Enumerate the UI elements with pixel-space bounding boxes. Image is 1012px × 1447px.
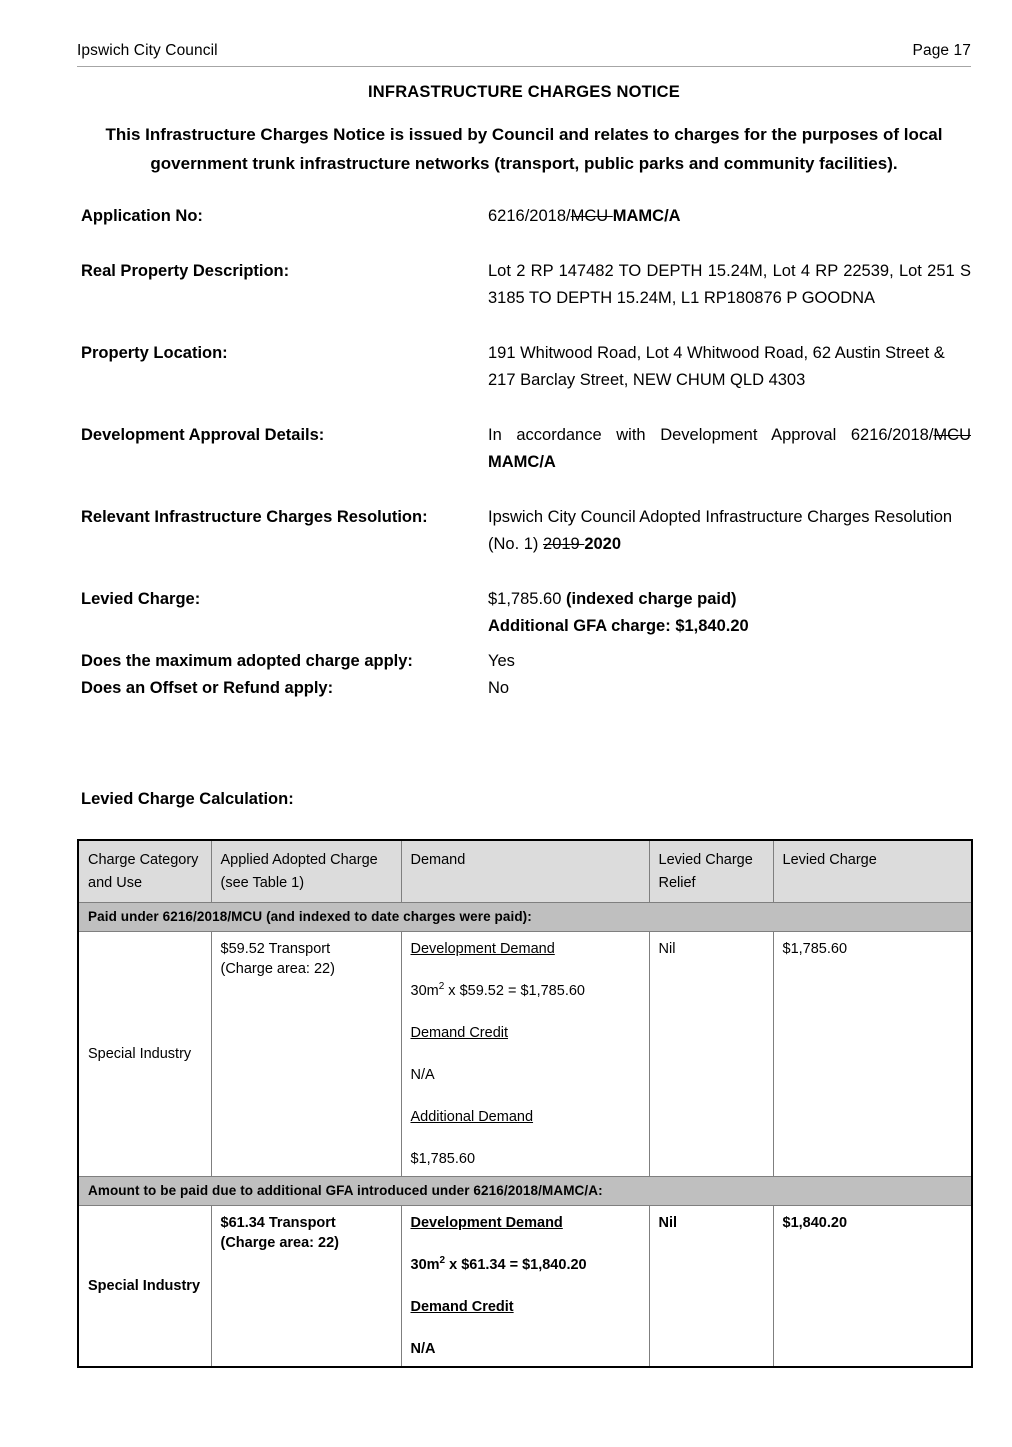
approval-prefix: In accordance with Development Approval 6216/2018/ <box>488 426 934 444</box>
field-label: Levied Charge: <box>81 590 201 608</box>
square-metre-superscript: 2 <box>438 981 445 993</box>
field-application-no <box>81 203 971 230</box>
table-row <box>78 932 972 1177</box>
approval-struck: MCU <box>933 426 971 444</box>
demand-calc-prefix: 30m <box>410 983 439 999</box>
demand-heading-development-demand: Development Demand <box>410 1215 563 1231</box>
table-banner-row-paid-under-mcu <box>78 903 972 932</box>
demand-calc-suffix: x $59.52 = $1,785.60 <box>444 983 585 999</box>
column-header-applied-adopted-charge: Applied Adopted Charge (see Table 1) <box>211 840 401 903</box>
resolution-struck: 2019 <box>543 535 585 553</box>
levied-charge-line <box>488 586 971 613</box>
field-value <box>488 504 971 558</box>
table-header-row <box>78 840 972 903</box>
field-real-property-description <box>81 258 971 312</box>
column-header-demand: Demand <box>401 840 649 903</box>
levied-charge-calculation-heading: Levied Charge Calculation: <box>81 790 294 808</box>
field-label: Does an Offset or Refund apply: <box>81 679 334 697</box>
application-no-bold: MAMC/A <box>612 207 681 225</box>
page-title: INFRASTRUCTURE CHARGES NOTICE <box>368 83 680 101</box>
demand-calculation <box>411 1255 640 1275</box>
levied-charge-amount: $1,785.60 <box>488 590 566 608</box>
application-no-prefix: 6216/2018/ <box>488 207 571 225</box>
details-fields <box>81 203 971 702</box>
page-number: Page 17 <box>912 42 971 59</box>
square-metre-superscript: 2 <box>439 1255 446 1267</box>
demand-credit-value: N/A <box>410 1341 436 1357</box>
levied-charge-note: (indexed charge paid) <box>566 590 737 608</box>
approval-bold: MAMC/A <box>488 453 556 471</box>
cell-levied-charge-relief: Nil <box>649 1206 773 1368</box>
field-property-location <box>81 340 971 394</box>
demand-calculation <box>411 981 640 1001</box>
column-header-charge-category: Charge Category and Use <box>78 840 211 903</box>
field-value: No <box>488 679 510 697</box>
field-label: Real Property Description: <box>81 262 290 280</box>
applied-charge-amount: $61.34 Transport <box>220 1215 336 1231</box>
field-value: Lot 2 RP 147482 TO DEPTH 15.24M, Lot 4 RP 22539, Lot 251 S 3185 TO DEPTH 15.24M, L1 RP180876 P GOODNA <box>488 262 971 307</box>
field-label: Development Approval Details: <box>81 426 325 444</box>
field-label: Property Location: <box>81 344 228 362</box>
resolution-prefix: Ipswich City Council Adopted Infrastructure Charges Resolution (No. 1) <box>488 508 953 553</box>
cell-demand <box>401 932 649 1177</box>
applied-charge-area: (Charge area: 22) <box>220 1235 339 1251</box>
field-value: 191 Whitwood Road, Lot 4 Whitwood Road, 62 Austin Street & 217 Barclay Street, NEW CHUM QLD 4303 <box>488 344 945 389</box>
field-label: Application No: <box>81 207 203 225</box>
demand-heading-additional-demand: Additional Demand <box>410 1109 534 1125</box>
cell-applied-adopted-charge <box>211 932 401 1177</box>
cell-levied-charge: $1,840.20 <box>773 1206 972 1368</box>
demand-credit-value: N/A <box>410 1067 435 1083</box>
council-name: Ipswich City Council <box>77 42 218 59</box>
demand-heading-demand-credit: Demand Credit <box>410 1299 514 1315</box>
cell-applied-adopted-charge <box>211 1206 401 1368</box>
application-no-struck: MCU <box>570 207 613 225</box>
resolution-bold: 2020 <box>584 535 622 553</box>
field-label: Does the maximum adopted charge apply: <box>81 652 413 670</box>
additional-demand-value: $1,785.60 <box>410 1151 476 1167</box>
cell-demand <box>401 1206 649 1368</box>
field-value <box>488 203 971 230</box>
cell-charge-category: Special Industry <box>78 932 211 1177</box>
table-row <box>78 1206 972 1368</box>
demand-calc-suffix: x $61.34 = $1,840.20 <box>445 1257 587 1273</box>
column-header-levied-charge-relief: Levied Charge Relief <box>649 840 773 903</box>
field-development-approval-details <box>81 422 971 476</box>
additional-gfa-charge: Additional GFA charge: $1,840.20 <box>488 617 749 635</box>
field-offset-refund <box>81 675 971 702</box>
field-value <box>488 586 971 640</box>
field-relevant-resolution <box>81 504 971 558</box>
demand-calc-prefix: 30m <box>410 1257 440 1273</box>
intro-paragraph: This Infrastructure Charges Notice is issued by Council and relates to charges for the purposes of local government trunk infrastructure networks (transport, public parks and community facilities). <box>105 125 943 173</box>
applied-charge-amount: $59.52 Transport <box>220 941 331 957</box>
banner-label: Paid under 6216/2018/MCU (and indexed to date charges were paid): <box>78 903 972 932</box>
applied-charge-area: (Charge area: 22) <box>220 961 335 977</box>
demand-heading-demand-credit: Demand Credit <box>410 1025 509 1041</box>
field-value <box>488 422 971 476</box>
column-header-levied-charge: Levied Charge <box>773 840 972 903</box>
running-header <box>77 42 971 67</box>
field-value: Yes <box>488 652 515 670</box>
levied-charge-calculation-table <box>77 839 973 1368</box>
banner-label: Amount to be paid due to additional GFA introduced under 6216/2018/MAMC/A: <box>78 1177 972 1206</box>
cell-levied-charge-relief: Nil <box>649 932 773 1177</box>
field-label: Relevant Infrastructure Charges Resolution: <box>81 508 428 526</box>
field-max-adopted-charge <box>81 648 971 675</box>
cell-charge-category: Special Industry <box>78 1206 211 1368</box>
demand-heading-development-demand: Development Demand <box>410 941 555 957</box>
field-levied-charge <box>81 586 971 640</box>
table-banner-row-additional-gfa <box>78 1177 972 1206</box>
cell-levied-charge: $1,785.60 <box>773 932 972 1177</box>
